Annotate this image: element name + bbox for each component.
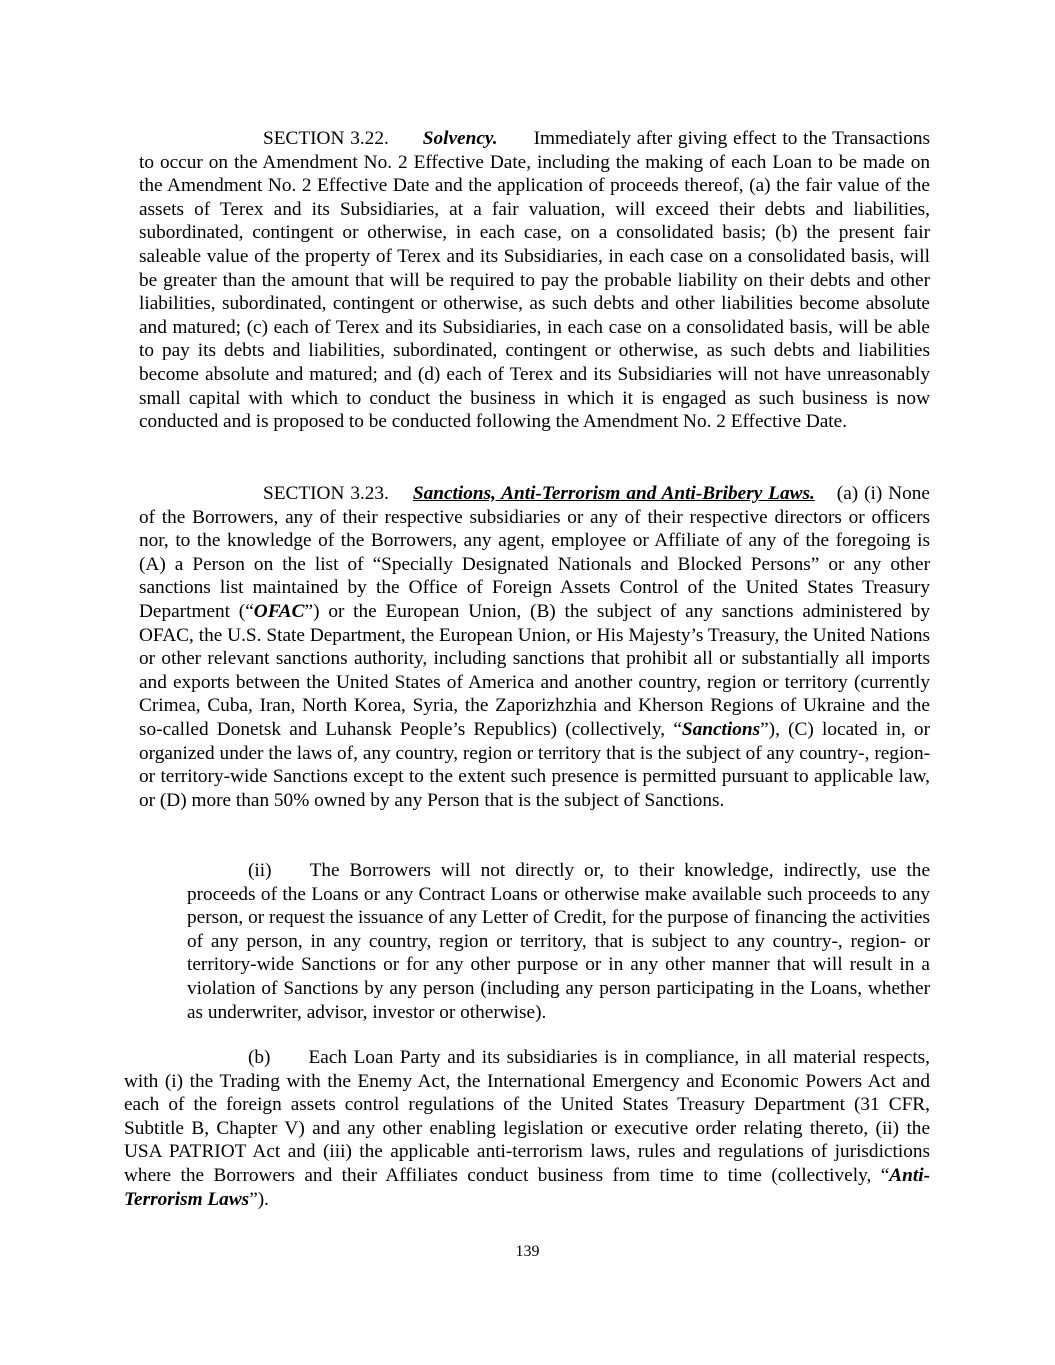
section-heading: Sanctions, Anti-Terrorism and Anti-Bribery Laws. (412, 483, 815, 504)
section-body-part: ”), (C) located in, or organized under the laws of, any country, region or territory that is the subject of any country-, region- or territory-wide Sanctions except to the extent such presence is permitted pursuant to applicable law, or (D) more than 50% owned by any Person that is the subject of Sanctions. (139, 718, 930, 811)
clause-label: (b) (248, 1047, 271, 1068)
defined-term-ofac: OFAC (253, 600, 305, 622)
defined-term-anti-terrorism-laws: Anti-Terrorism Laws (124, 1164, 930, 1210)
clause-label: (a) (836, 483, 859, 504)
page-number: 139 (515, 1243, 540, 1260)
section-number: SECTION 3.22. (263, 128, 389, 149)
clause-body-part: ”). (249, 1188, 269, 1210)
clause-ii-paragraph (187, 859, 930, 1024)
clause-label: (ii) (248, 860, 272, 881)
clause-body-part: Each Loan Party and its subsidiaries is in compliance, in all material respects, with (i) the Trading with the Enemy Act, the International Emergency and Economic Powers Act and each of the foreign assets control regulations of the United States Treasury Department (31 CFR, Subtitle B, Chapter V) and any other enabling legislation or executive order relating thereto, (ii) the USA PATRIOT Act and (iii) the applicable anti-terrorism laws, rules and regulations of jurisdictions where the Borrowers and their Affiliates conduct business from time to time (collectively, “ (124, 1047, 930, 1186)
section-body-part: (i) None of the Borrowers, any of their respective subsidiaries or any of their respective directors or officers nor, to the knowledge of the Borrowers, any agent, employee or Affiliate of any of the foregoing is (A) a Person on the list of “Specially Designated Nationals and Blocked Persons” or any other sanctions list maintained by the Office of Foreign Assets Control of the United States Treasury Department (“ (139, 483, 930, 622)
section-3-23-paragraph (139, 482, 930, 812)
section-body-part: ”) or the European Union, (B) the subject of any sanctions administered by OFAC, the U.S. State Department, the European Union, or His Majesty’s Treasury, the United Nations or other relevant sanctions authority, including sanctions that prohibit all or substantially all imports and exports between the United States of America and another country, region or territory (currently Crimea, Cuba, Iran, North Korea, Syria, the Zaporizhzhia and Kherson Regions of Ukraine and the so-called Donetsk and Luhansk People’s Republics) (collectively, “ (139, 600, 930, 740)
defined-term-sanctions: Sanctions (681, 718, 761, 740)
clause-b-paragraph (124, 1046, 930, 1211)
clause-body: The Borrowers will not directly or, to their knowledge, indirectly, use the proceeds of the Loans or any Contract Loans or otherwise make available such proceeds to any person, or request the issuance of any Letter of Credit, for the purpose of financing the activities of any person, in any country, region or territory, that is subject to any country-, region- or territory-wide Sanctions or for any other purpose or in any other manner that will result in a violation of Sanctions by any person (including any person participating in the Loans, whether as underwriter, advisor, investor or otherwise). (187, 860, 930, 1023)
section-number: SECTION 3.23. (263, 483, 389, 504)
section-3-22-paragraph (139, 127, 930, 434)
section-heading: Solvency. (422, 128, 498, 149)
section-body: Immediately after giving effect to the Transactions to occur on the Amendment No. 2 Effective Date, including the making of each Loan to be made on the Amendment No. 2 Effective Date and the application of proceeds thereof, (a) the fair value of the assets of Terex and its Subsidiaries, at a fair valuation, will exceed their debts and liabilities, subordinated, contingent or otherwise, in each case, on a consolidated basis; (b) the present fair saleable value of the property of Terex and its Subsidiaries, in each case on a consolidated basis, will be greater than the amount that will be required to pay the probable liability on their debts and other liabilities, subordinated, contingent or otherwise, as such debts and other liabilities become absolute and matured; (c) each of Terex and its Subsidiaries, in each case on a consolidated basis, will be able to pay its debts and liabilities, subordinated, contingent or otherwise, as such debts and liabilities become absolute and matured; and (d) each of Terex and its Subsidiaries will not have unreasonably small capital with which to conduct the business in which it is engaged as such business is now conducted and is proposed to be conducted following the Amendment No. 2 Effective Date. (139, 128, 930, 433)
